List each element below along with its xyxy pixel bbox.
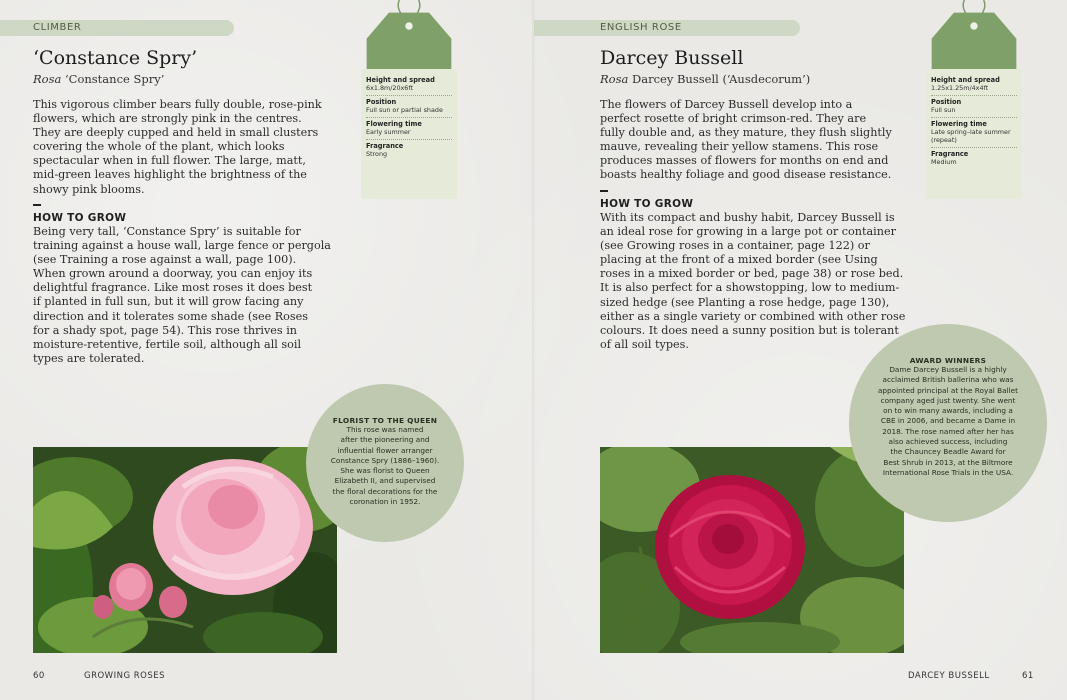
body-line: mauve, revealing their yellow stamens. This rose — [600, 140, 879, 154]
body-line: covering the whole of the plant, which looks — [33, 140, 285, 154]
pink-rose-image — [33, 447, 337, 653]
body-line: of all soil types. — [600, 337, 689, 351]
circle-line: coronation in 1952. — [349, 497, 421, 507]
tag-value: Strong — [366, 150, 388, 158]
running-footer: DARCEY BUSSELL — [908, 671, 990, 681]
body-line: either as a single variety or combined with other rose — [600, 309, 906, 323]
tag-label: Flowering time — [366, 120, 422, 128]
tag-value: Early summer — [366, 128, 411, 136]
tag-label: Height and spread — [366, 76, 435, 84]
tag-value: Late spring–late summer (repeat) — [931, 128, 1011, 144]
botanical-name — [33, 72, 164, 86]
running-footer: GROWING ROSES — [84, 671, 165, 681]
body-line: delightful fragrance. Like most roses it does best — [33, 281, 313, 295]
circle-line: CBE in 2006, and became a Dame in — [880, 416, 1016, 426]
circle-line: influential flower arranger — [337, 445, 433, 455]
page-number: 60 — [33, 671, 45, 681]
how-to-grow-heading: HOW TO GROW — [33, 212, 127, 224]
circle-line: This rose was named — [346, 425, 424, 434]
tag-row — [931, 96, 1017, 118]
circle-line: acclaimed British ballerina who was — [882, 375, 1014, 385]
tag-row — [931, 74, 1017, 96]
section-dash — [33, 204, 41, 206]
tag-value: Full sun — [931, 106, 956, 114]
tag-label: Flowering time — [931, 120, 987, 128]
body-line: Being very tall, ‘Constance Spry’ is suitable for — [33, 225, 301, 238]
botanical-name — [600, 72, 810, 86]
plant-info-tag — [917, 0, 1031, 166]
cultivar-name: Darcey Bussell (‘Ausdecorum’) — [632, 72, 811, 86]
body-line: (see Growing roses in a container, page 122) or — [600, 239, 870, 253]
body-line: When grown around a doorway, you can enjoy its — [33, 267, 313, 281]
intro-paragraph — [600, 98, 892, 183]
circle-line: after the pioneering and — [340, 435, 430, 445]
tag-row — [366, 74, 452, 96]
section-dash — [600, 190, 608, 192]
body-line: flowers, which are strongly pink in the centres. — [33, 112, 302, 126]
circle-line: 2018. The rose named after her has — [882, 426, 1014, 436]
genus-name: Rosa — [600, 72, 629, 86]
tag-label: Height and spread — [931, 76, 1000, 84]
circle-heading: FLORIST TO THE QUEEN — [332, 416, 438, 425]
tag-row — [366, 118, 452, 140]
tag-row — [931, 148, 1017, 169]
sidebar-circle — [849, 324, 1047, 522]
plant-info-tag — [352, 0, 466, 156]
body-line: types are tolerated. — [33, 351, 145, 365]
tag-label: Fragrance — [931, 150, 969, 158]
body-line: It is also perfect for a showstopping, low to medium- — [600, 281, 900, 295]
circle-line: appointed principal at the Royal Ballet — [877, 385, 1019, 395]
body-line: colours. It does need a sunny position but is tolerant — [600, 323, 899, 337]
circle-line: She was florist to Queen — [340, 466, 430, 476]
category-bar: CLIMBER — [0, 20, 234, 36]
how-to-grow-paragraph — [33, 225, 331, 366]
circle-text — [849, 365, 1047, 478]
tag-value: 6x1.8m/20x6ft — [366, 84, 414, 92]
body-line: roses in a mixed border or bed, page 38) or rose bed. — [600, 267, 904, 281]
tag-row — [366, 96, 452, 118]
tag-info-panel — [361, 69, 457, 199]
body-line: (see Training a rose against a wall, page 100). — [33, 253, 297, 267]
circle-line: company aged just twenty. She went — [880, 395, 1016, 405]
circle-text — [306, 425, 464, 507]
body-line: sized hedge (see Planting a rose hedge, page 130), — [600, 295, 890, 309]
tag-row — [366, 140, 452, 161]
tag-value: Full sun or partial shade — [366, 106, 443, 114]
intro-paragraph — [33, 98, 322, 197]
body-line: This vigorous climber bears fully double, rose-pink — [33, 98, 322, 111]
body-line: training against a house wall, large fence or pergola — [33, 239, 331, 253]
genus-name: Rosa — [33, 72, 62, 86]
body-line: moisture-retentive, fertile soil, although all soil — [33, 337, 302, 351]
tag-label: Position — [931, 98, 962, 106]
body-line: The flowers of Darcey Bussell develop into a — [600, 98, 853, 111]
sidebar-circle — [306, 384, 464, 542]
cultivar-name: ‘Constance Spry’ — [65, 72, 165, 86]
category-bar: ENGLISH ROSE — [534, 20, 800, 36]
circle-line: on to win many awards, including a — [883, 406, 1013, 416]
body-line: placing at the front of a mixed border (see Using — [600, 253, 878, 267]
gutter-shadow — [532, 0, 536, 700]
circle-line: also achieved success, including — [888, 437, 1008, 447]
constance-spry-photo — [33, 447, 337, 653]
tag-value: Medium — [931, 158, 957, 166]
circle-line: Elizabeth II, and supervised — [334, 476, 436, 486]
tag-label: Position — [366, 98, 397, 106]
tag-value: 1.25x1.25m/4x4ft — [931, 84, 989, 92]
circle-heading: AWARD WINNERS — [909, 356, 987, 365]
circle-line: Best Shrub in 2013, at the Biltmore — [883, 457, 1013, 467]
circle-line: Dame Darcey Bussell is a highly — [889, 365, 1007, 374]
body-line: mid-green leaves highlight the brightness of the — [33, 168, 307, 182]
body-line: With its compact and bushy habit, Darcey Bussell is — [600, 211, 895, 224]
how-to-grow-paragraph — [600, 211, 905, 352]
page-title: ‘Constance Spry’ — [33, 47, 198, 69]
how-to-grow-heading: HOW TO GROW — [600, 198, 694, 210]
tag-row — [931, 118, 1017, 148]
body-line: perfect rosette of bright crimson-red. They are — [600, 112, 867, 126]
circle-line: the Chauncey Beadle Award for — [890, 447, 1006, 457]
body-line: fully double and, as they mature, they flush slightly — [600, 126, 892, 140]
body-line: showy pink blooms. — [33, 182, 145, 196]
body-line: produces masses of flowers for months on end and — [600, 154, 889, 168]
body-line: spectacular when in full flower. The large, matt, — [33, 154, 306, 168]
circle-line: International Rose Trials in the USA. — [882, 467, 1014, 477]
tag-label: Fragrance — [366, 142, 404, 150]
tag-info-panel — [926, 69, 1022, 199]
circle-line: Constance Spry (1886–1960). — [330, 455, 440, 465]
body-line: direction and it tolerates some shade (see Roses — [33, 309, 309, 323]
body-line: for a shady spot, page 54). This rose thrives in — [33, 323, 297, 337]
body-line: an ideal rose for growing in a large pot or container — [600, 225, 896, 239]
page-title: Darcey Bussell — [600, 47, 744, 69]
body-line: if planted in full sun, but it will grow facing any — [33, 295, 304, 309]
circle-line: the floral decorations for the — [332, 486, 438, 496]
page-number: 61 — [1022, 671, 1034, 681]
body-line: They are deeply cupped and held in small clusters — [33, 126, 319, 140]
body-line: boasts healthy foliage and good disease resistance. — [600, 168, 892, 182]
